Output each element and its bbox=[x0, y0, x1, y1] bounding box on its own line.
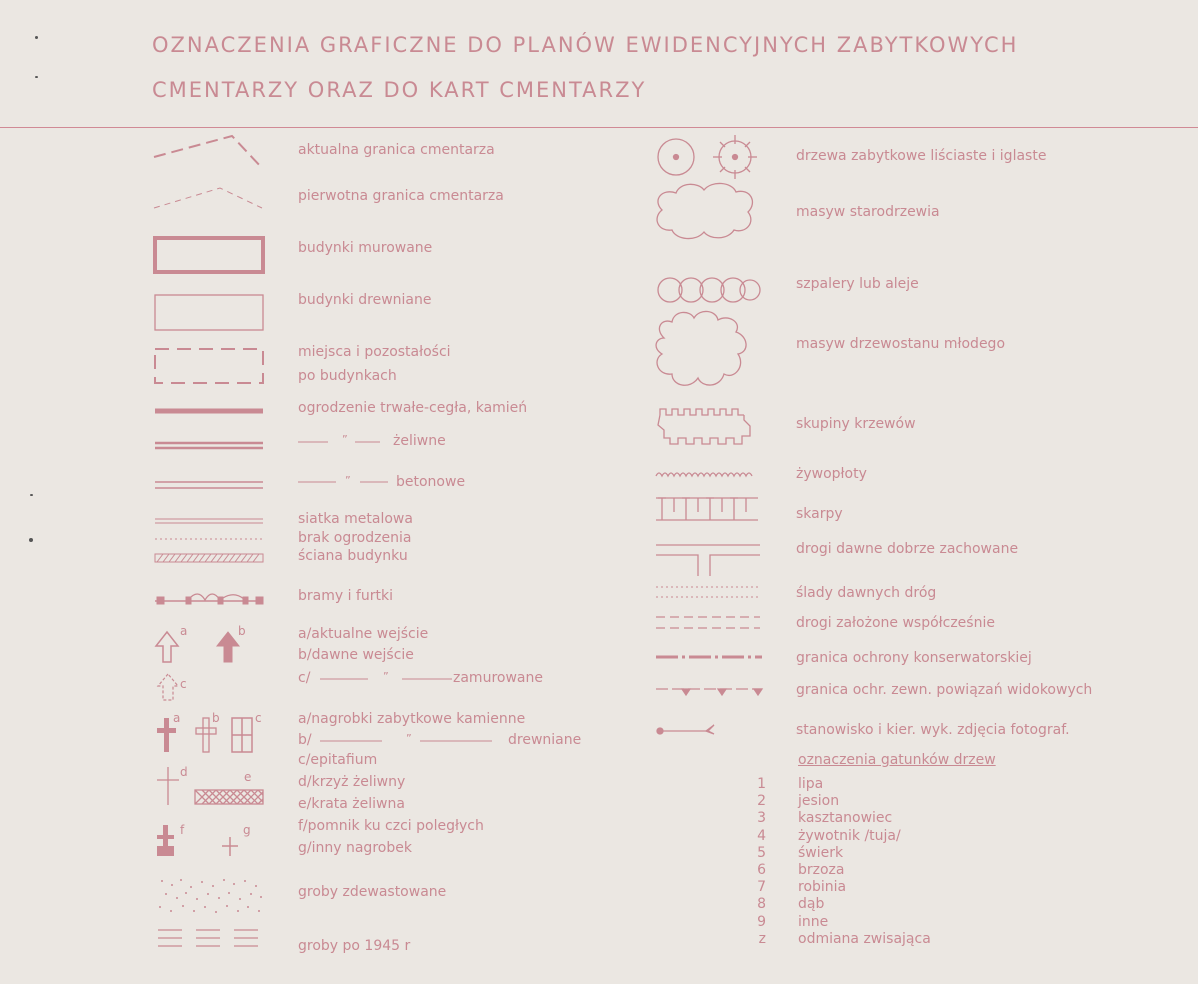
species-name: lipa bbox=[798, 776, 824, 792]
margin-mark bbox=[30, 494, 33, 496]
label-escarpment: skarpy bbox=[796, 506, 843, 522]
label-heritage-trees: drzewa zabytkowe liściaste i iglaste bbox=[796, 148, 1047, 164]
species-name: odmiana zwisająca bbox=[798, 931, 931, 947]
modern-road-icon bbox=[656, 617, 760, 628]
label-photo-position: stanowisko i kier. wyk. zdjęcia fotograf. bbox=[796, 722, 1070, 738]
road-traces-icon bbox=[656, 587, 760, 597]
prefix-c: c/ bbox=[298, 670, 311, 686]
label-no-fence: brak ogrodzenia bbox=[298, 530, 412, 546]
label-shrub-group: skupiny krzewów bbox=[796, 416, 916, 432]
species-number: 9 bbox=[757, 914, 766, 930]
label-memorial: f/pomnik ku czci poległych bbox=[298, 818, 484, 834]
species-name: robinia bbox=[798, 879, 847, 895]
devastated-graves-icon bbox=[159, 879, 262, 913]
species-name: dąb bbox=[798, 896, 825, 912]
label-building-remains-2: po budynkach bbox=[298, 368, 397, 384]
label-building-wall: ściana budynku bbox=[298, 548, 408, 564]
species-number: 1 bbox=[757, 776, 766, 792]
other-grave-icon bbox=[222, 837, 238, 856]
ditto-mark: ” bbox=[406, 732, 412, 745]
label-metal-mesh: siatka metalowa bbox=[298, 511, 413, 527]
letter-b: b bbox=[238, 624, 246, 638]
label-concrete: betonowe bbox=[396, 474, 466, 490]
letter-c: c bbox=[255, 711, 262, 725]
building-wall-icon bbox=[155, 554, 263, 562]
iron-cross-icon bbox=[157, 767, 179, 805]
species-name: jesion bbox=[798, 793, 840, 809]
label-post-1945: groby po 1945 r bbox=[298, 938, 411, 954]
species-name: świerk bbox=[798, 845, 844, 861]
species-number: 5 bbox=[757, 845, 766, 861]
letter-a: a bbox=[180, 624, 188, 638]
species-number: z bbox=[758, 931, 766, 947]
label-devastated-graves: groby zdewastowane bbox=[298, 884, 447, 900]
label-wooden-graves: drewniane bbox=[508, 732, 582, 748]
arrow-filled-icon bbox=[217, 632, 239, 662]
label-iron-cross: d/krzyż żeliwny bbox=[298, 774, 406, 790]
ditto-mark: ” bbox=[345, 474, 351, 487]
tree-alley-icon bbox=[658, 278, 760, 302]
label-original-boundary: pierwotna granica cmentarza bbox=[298, 188, 504, 204]
label-iron-grate: e/krata żeliwna bbox=[298, 796, 405, 812]
label-tree-alley: szpalery lub aleje bbox=[796, 276, 919, 292]
title-line-2: CMENTARZY ORAZ DO KART CMENTARZY bbox=[152, 78, 647, 102]
margin-mark bbox=[35, 36, 38, 39]
species-number: 7 bbox=[757, 879, 766, 895]
left-symbols bbox=[150, 130, 270, 600]
iron-grate-icon bbox=[195, 790, 263, 804]
label-walled-up: zamurowane bbox=[453, 670, 543, 686]
species-number: 2 bbox=[757, 793, 766, 809]
heritage-tree-icon bbox=[658, 135, 757, 179]
original-boundary-icon bbox=[154, 188, 262, 208]
memorial-icon bbox=[157, 825, 174, 856]
label-wooden-buildings: budynki drewniane bbox=[298, 292, 432, 308]
label-stone-graves: a/nagrobki zabytkowe kamienne bbox=[298, 711, 526, 727]
current-boundary-icon bbox=[154, 136, 262, 168]
species-number: 6 bbox=[757, 862, 766, 878]
label-former-entrance: b/dawne wejście bbox=[298, 647, 414, 663]
species-number: 3 bbox=[757, 810, 766, 826]
label-building-remains: miejsca i pozostałości bbox=[298, 344, 451, 360]
label-current-boundary: aktualna granica cmentarza bbox=[298, 142, 495, 158]
old-tree-stand-icon bbox=[657, 183, 752, 238]
label-road-traces: ślady dawnych dróg bbox=[796, 585, 937, 601]
ditto-mark: ” bbox=[342, 433, 348, 446]
species-name: kasztanowiec bbox=[798, 810, 893, 826]
label-conservation-boundary: granica ochrony konserwatorskiej bbox=[796, 650, 1032, 666]
epitaph-icon bbox=[232, 718, 252, 752]
arrow-outline-icon bbox=[156, 632, 178, 662]
letter-d: d bbox=[180, 765, 188, 779]
letter-a: a bbox=[173, 711, 181, 725]
title-line-1: OZNACZENIA GRAFICZNE DO PLANÓW EWIDENCYJNYCH ZABYTKOWYCH bbox=[152, 33, 1019, 57]
building-remains-icon bbox=[155, 349, 263, 383]
species-number: 8 bbox=[757, 896, 766, 912]
label-other-grave: g/inny nagrobek bbox=[298, 840, 412, 856]
hedge-icon bbox=[656, 473, 752, 476]
young-tree-stand-icon bbox=[656, 311, 746, 385]
old-road-icon bbox=[656, 545, 760, 576]
photo-position-icon bbox=[657, 725, 714, 734]
label-epitaph: c/epitafium bbox=[298, 752, 378, 768]
right-symbols bbox=[650, 130, 770, 750]
species-header: oznaczenia gatunków drzew bbox=[798, 752, 996, 768]
letter-e: e bbox=[244, 770, 252, 784]
left-symbols-lower bbox=[150, 620, 280, 950]
label-hedge: żywopłoty bbox=[796, 466, 867, 482]
label-old-road: drogi dawne dobrze zachowane bbox=[796, 541, 1019, 557]
margin-mark bbox=[29, 538, 33, 542]
brick-building-icon bbox=[155, 238, 263, 272]
letter-f: f bbox=[180, 823, 185, 837]
label-cast-iron: żeliwne bbox=[393, 433, 446, 449]
metal-mesh-icon bbox=[155, 519, 263, 523]
label-current-entrance: a/aktualne wejście bbox=[298, 626, 429, 642]
escarpment-icon bbox=[656, 498, 758, 520]
species-name: inne bbox=[798, 914, 829, 930]
post-1945-graves-icon bbox=[158, 930, 258, 946]
label-brick-buildings: budynki murowane bbox=[298, 240, 433, 256]
wooden-building-icon bbox=[155, 295, 263, 330]
view-boundary-icon bbox=[656, 689, 762, 695]
label-modern-roads: drogi założone współcześnie bbox=[796, 615, 995, 631]
label-view-boundary: granica ochr. zewn. powiązań widokowych bbox=[796, 682, 1093, 698]
shrub-group-icon bbox=[658, 409, 750, 444]
gates-icon bbox=[155, 594, 263, 604]
label-gates: bramy i furtki bbox=[298, 588, 393, 604]
letter-g: g bbox=[243, 823, 251, 837]
cast-iron-fence-icon bbox=[155, 443, 263, 448]
species-number: 4 bbox=[757, 828, 766, 844]
label-solid-fence: ogrodzenie trwałe-cegła, kamień bbox=[298, 400, 528, 416]
header-rule bbox=[0, 127, 1198, 128]
prefix-b: b/ bbox=[298, 732, 312, 748]
concrete-fence-icon bbox=[155, 482, 263, 488]
label-young-stand: masyw drzewostanu młodego bbox=[796, 336, 1006, 352]
margin-mark bbox=[35, 76, 38, 78]
arrow-dashed-icon bbox=[158, 674, 178, 700]
ditto-mark: ” bbox=[383, 670, 389, 683]
species-name: żywotnik /tuja/ bbox=[798, 828, 901, 844]
letter-b: b bbox=[212, 711, 220, 725]
label-old-tree-stand: masyw starodrzewia bbox=[796, 204, 940, 220]
letter-c: c bbox=[180, 677, 187, 691]
species-name: brzoza bbox=[798, 862, 845, 878]
